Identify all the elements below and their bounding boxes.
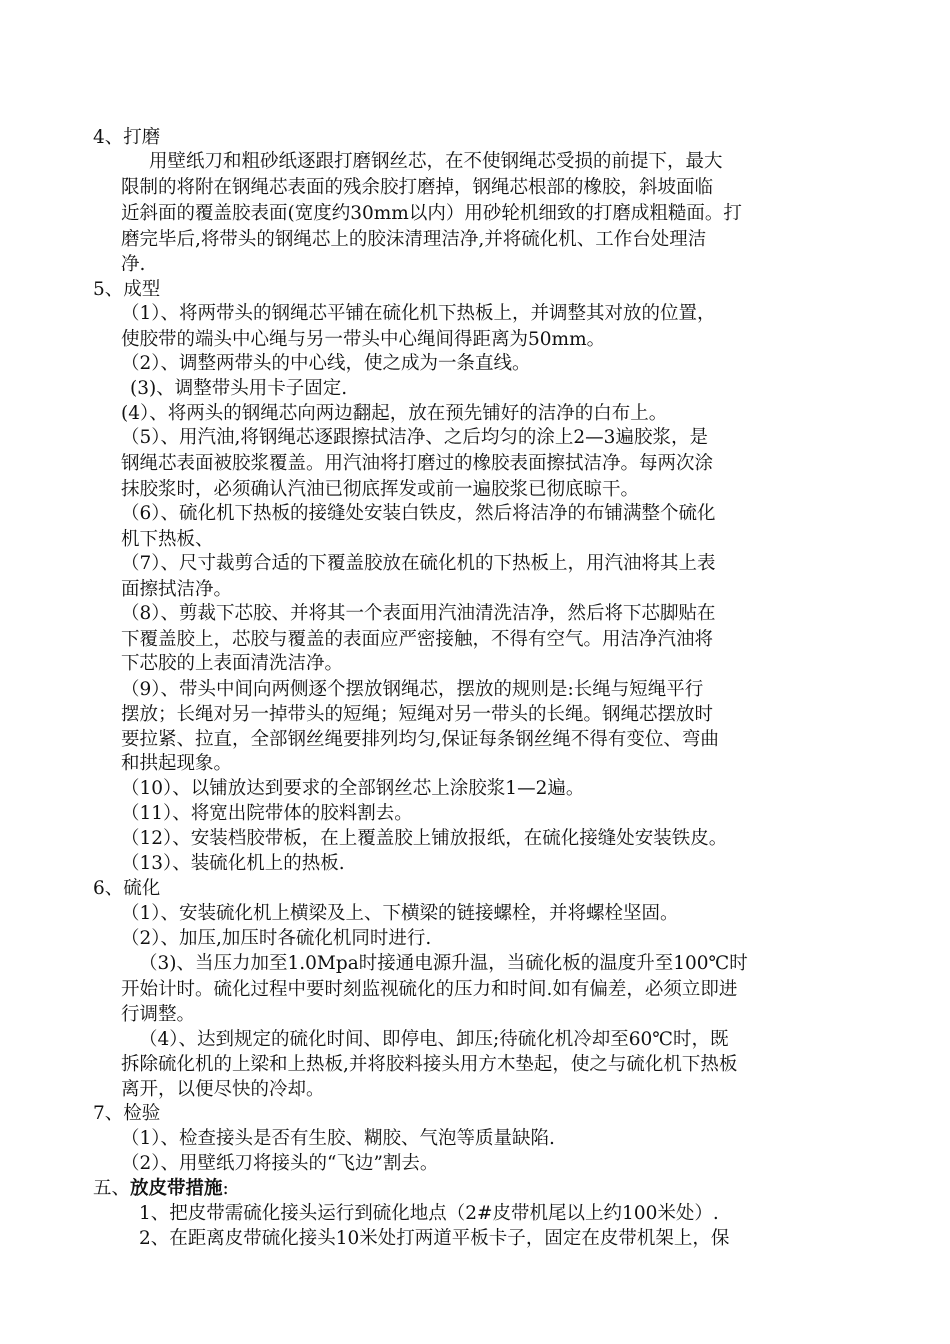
section-5-line: (4）、将两头的钢绳芯向两边翻起，放在预先铺好的洁净的白布上。 — [121, 403, 668, 424]
section-4-line: 用壁纸刀和粗砂纸逐跟打磨钢丝芯，在不使钢绳芯受损的前提下，最大 — [149, 151, 723, 172]
section-5-line: （7）、尺寸裁剪合适的下覆盖胶放在硫化机的下热板上，用汽油将其上表 — [121, 553, 716, 574]
section-6-heading: 6、硫化 — [93, 878, 161, 899]
section-6-line: 拆除硫化机的上梁和上热板,并将胶料接头用方木垫起，使之与硫化机下热板 — [121, 1054, 738, 1075]
section-5-line: (3)、调整带头用卡子固定. — [130, 378, 348, 399]
section-6-line: （1）、安装硫化机上横梁及上、下横梁的链接螺栓，并将螺栓坚固。 — [121, 903, 679, 924]
section-4-line: 磨完毕后,将带头的钢绳芯上的胶沫清理洁净,并将硫化机、工作台处理洁 — [121, 229, 707, 250]
section-5-line: 使胶带的端头中心绳与另一带头中心绳间得距离为50mm。 — [121, 329, 606, 350]
section-5-line: 摆放；长绳对另一掉带头的短绳；短绳对另一带头的长绳。钢绳芯摆放时 — [121, 704, 714, 725]
section-5-line: 面擦拭洁净。 — [121, 579, 233, 600]
section-5-line: 下芯胶的上表面清洗洁净。 — [121, 653, 344, 674]
section-4-line: 近斜面的覆盖胶表面(宽度约30mm以内）用砂轮机细致的打磨成粗糙面。打 — [121, 203, 742, 224]
section-7-line: （2）、用壁纸刀将接头的“飞边”割去。 — [121, 1153, 439, 1174]
section-5-line: 钢绳芯表面被胶浆覆盖。用汽油将打磨过的橡胶表面擦拭洁净。每两次涂 — [121, 453, 714, 474]
section-4-line: 限制的将附在钢绳芯表面的残余胶打磨掉，钢绳芯根部的橡胶，斜坡面临 — [121, 177, 714, 198]
section-5-line: （5）、用汽油,将钢绳芯逐跟擦拭洁净、之后均匀的涂上2—3遍胶浆，是 — [121, 427, 708, 448]
section-5-line: （12）、安装档胶带板，在上覆盖胶上铺放报纸，在硫化接缝处安装铁皮。 — [121, 828, 728, 849]
section-7-line: （1）、检查接头是否有生胶、糊胶、气泡等质量缺陷. — [121, 1128, 555, 1149]
section-5-line: 和拱起现象。 — [121, 753, 233, 774]
section-v-heading — [93, 1177, 229, 1201]
section-5-line: （11）、将宽出院带体的胶料割去。 — [121, 803, 413, 824]
section-v-line: 1、把皮带需硫化接头运行到硫化地点（2#皮带机尾以上约100米处）. — [139, 1203, 719, 1224]
section-5-line: 机下热板、 — [121, 529, 214, 550]
section-v-heading-title: 放皮带措施 — [130, 1178, 223, 1199]
section-6-line: （2）、加压,加压时各硫化机同时进行. — [121, 928, 432, 949]
section-5-line: （9）、带头中间向两侧逐个摆放钢绳芯，摆放的规则是:长绳与短绳平行 — [121, 679, 704, 700]
section-5-line: 下覆盖胶上，芯胶与覆盖的表面应严密接触，不得有空气。用洁净汽油将 — [121, 629, 714, 650]
section-v-line: 2、在距离皮带硫化接头10米处打两道平板卡子，固定在皮带机架上，保 — [139, 1228, 730, 1249]
section-6-line: （3)、当压力加至1.0Mpa时接通电源升温，当硫化板的温度升至100℃时 — [139, 953, 748, 974]
section-6-line: 离开，以便尽快的冷却。 — [121, 1079, 325, 1100]
section-7-heading: 7、检验 — [93, 1103, 161, 1124]
section-5-line: 要拉紧、拉直，全部钢丝绳要排列均匀,保证每条钢丝绳不得有变位、弯曲 — [121, 729, 719, 750]
section-5-line: （6）、硫化机下热板的接缝处安装白铁皮，然后将洁净的布铺满整个硫化 — [121, 503, 716, 524]
section-6-line: （4）、达到规定的硫化时间、即停电、卸压;待硫化机冷却至60℃时，既 — [139, 1029, 729, 1050]
section-5-line: （1）、将两带头的钢绳芯平铺在硫化机下热板上，并调整其对放的位置， — [121, 303, 716, 324]
section-5-line: 抹胶浆时，必须确认汽油已彻底挥发或前一遍胶浆已彻底晾干。 — [121, 479, 640, 500]
section-5-line: （10）、以铺放达到要求的全部钢丝芯上涂胶浆1—2遍。 — [121, 778, 585, 799]
section-4-heading: 4、打磨 — [93, 127, 161, 148]
section-v-heading-suffix: : — [222, 1178, 229, 1199]
section-5-line: （2）、调整两带头的中心线，使之成为一条直线。 — [121, 353, 531, 374]
section-4-line: 净. — [121, 254, 146, 275]
section-6-line: 行调整。 — [121, 1004, 196, 1025]
section-v-heading-prefix: 五、 — [93, 1178, 131, 1199]
section-5-line: （13）、装硫化机上的热板. — [121, 853, 345, 874]
section-5-heading: 5、成型 — [93, 279, 161, 300]
section-6-line: 开始计时。硫化过程中要时刻监视硫化的压力和时间.如有偏差，必须立即进 — [121, 979, 738, 1000]
section-5-line: （8）、剪裁下芯胶、并将其一个表面用汽油清洗洁净，然后将下芯脚贴在 — [121, 603, 716, 624]
